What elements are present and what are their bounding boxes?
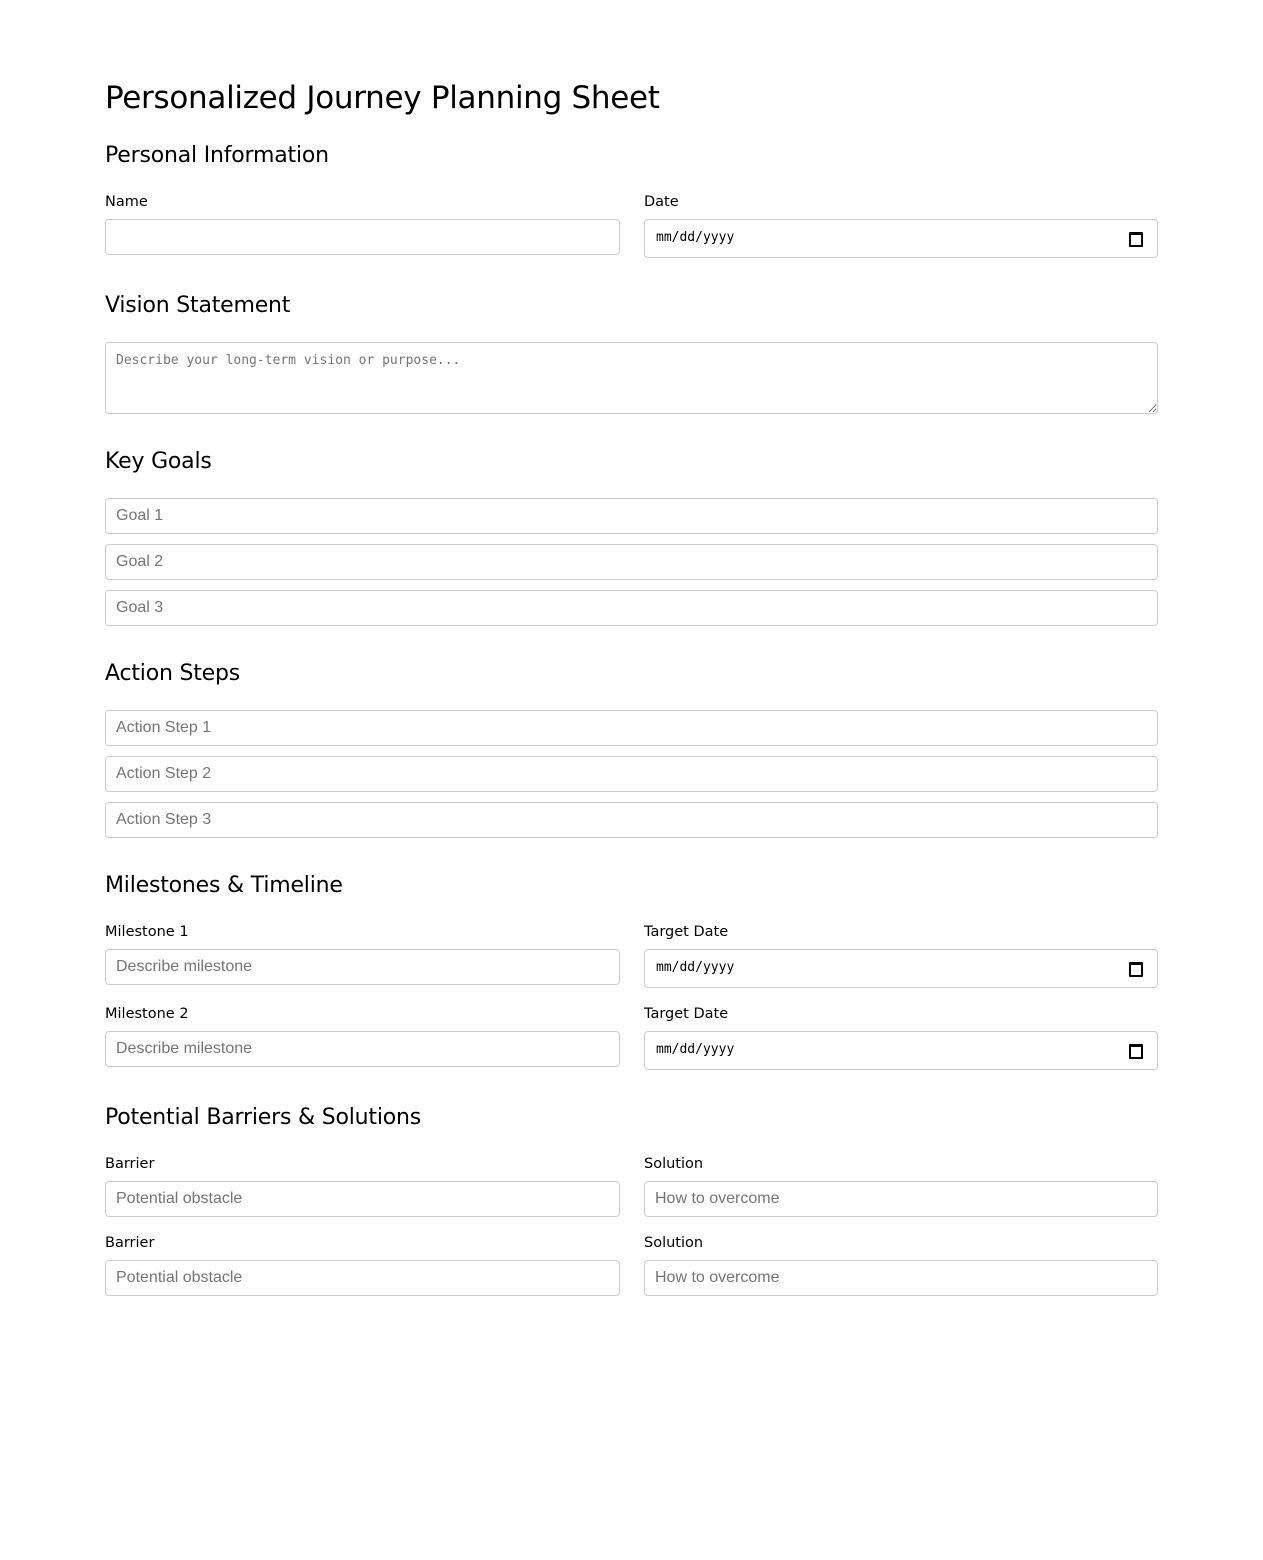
- section-heading-milestones: Milestones & Timeline: [105, 873, 343, 898]
- solution-label-1: Solution: [644, 1156, 704, 1172]
- calendar-icon[interactable]: [1129, 962, 1143, 977]
- barrier-label-2: Barrier: [105, 1235, 155, 1251]
- action-step-input-1[interactable]: [105, 710, 1158, 746]
- calendar-icon[interactable]: [1129, 232, 1143, 247]
- solution-input-2[interactable]: [644, 1260, 1158, 1296]
- name-input[interactable]: [105, 219, 620, 255]
- barrier-input-1[interactable]: [105, 1181, 620, 1217]
- vision-textarea[interactable]: [105, 342, 1158, 414]
- milestone-label-2: Milestone 2: [105, 1006, 189, 1022]
- section-heading-personal: Personal Information: [105, 143, 329, 168]
- solution-input-1[interactable]: [644, 1181, 1158, 1217]
- milestone-input-2[interactable]: [105, 1031, 620, 1067]
- section-heading-goals: Key Goals: [105, 449, 212, 474]
- action-step-input-2[interactable]: [105, 756, 1158, 792]
- goal-input-2[interactable]: [105, 544, 1158, 580]
- section-heading-vision: Vision Statement: [105, 293, 291, 318]
- goal-input-3[interactable]: [105, 590, 1158, 626]
- barrier-input-2[interactable]: [105, 1260, 620, 1296]
- target-date-input-1[interactable]: [644, 949, 1158, 988]
- action-step-input-3[interactable]: [105, 802, 1158, 838]
- target-date-label-1: Target Date: [644, 924, 729, 940]
- milestone-input-1[interactable]: [105, 949, 620, 985]
- date-placeholder: mm/dd/yyyy: [656, 230, 735, 245]
- section-heading-actions: Action Steps: [105, 661, 241, 686]
- date-input[interactable]: [644, 219, 1158, 258]
- section-heading-barriers: Potential Barriers & Solutions: [105, 1105, 422, 1130]
- name-label: Name: [105, 194, 148, 210]
- date-placeholder: mm/dd/yyyy: [656, 960, 735, 975]
- solution-label-2: Solution: [644, 1235, 704, 1251]
- calendar-icon[interactable]: [1129, 1044, 1143, 1059]
- goal-input-1[interactable]: [105, 498, 1158, 534]
- barrier-label-1: Barrier: [105, 1156, 155, 1172]
- target-date-label-2: Target Date: [644, 1006, 729, 1022]
- milestone-label-1: Milestone 1: [105, 924, 189, 940]
- date-label: Date: [644, 194, 679, 210]
- date-placeholder: mm/dd/yyyy: [656, 1042, 735, 1057]
- page-title: Personalized Journey Planning Sheet: [105, 80, 660, 116]
- target-date-input-2[interactable]: [644, 1031, 1158, 1070]
